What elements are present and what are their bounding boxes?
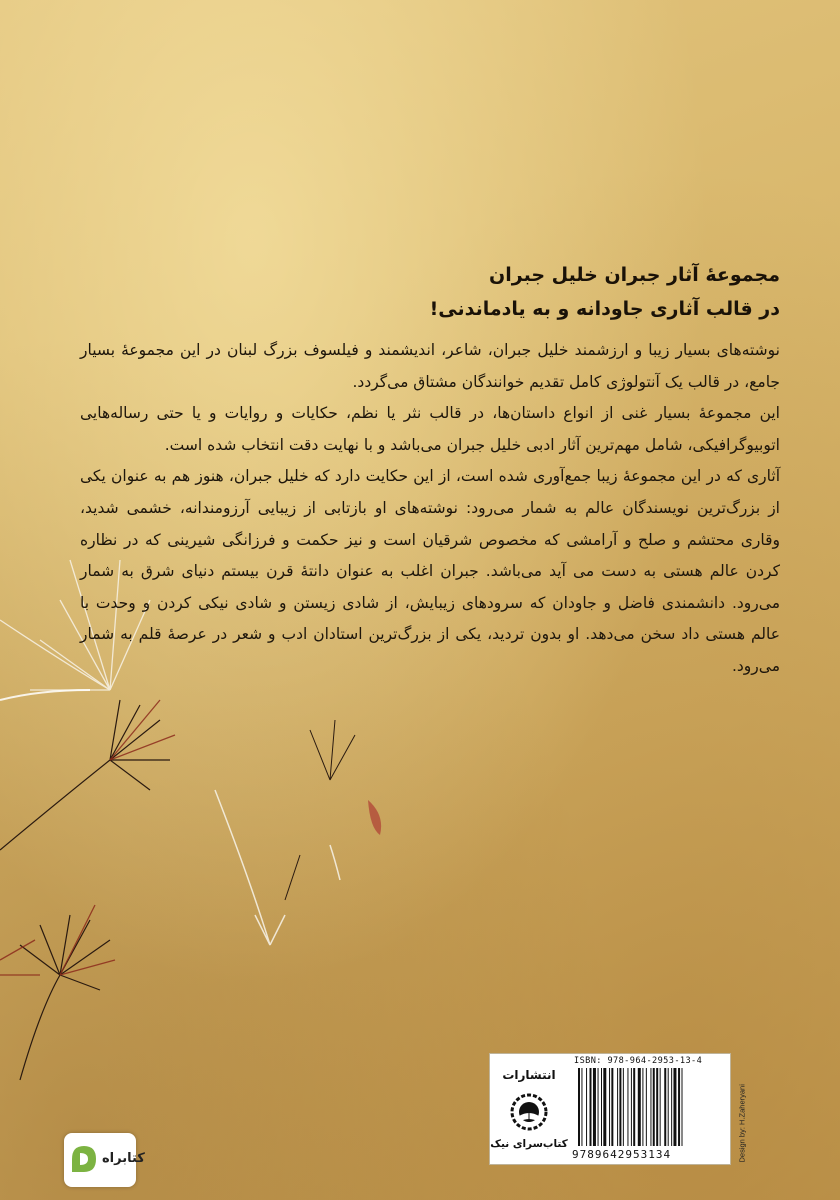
barcode-bar <box>598 1068 599 1146</box>
barcode-bar <box>627 1068 628 1146</box>
barcode-bar <box>653 1068 655 1146</box>
barcode-bar <box>609 1068 610 1146</box>
headline-line-1: مجموعهٔ آثار جبران خلیل جبران <box>489 264 780 286</box>
sun-book-logo-icon <box>509 1092 549 1132</box>
publisher-block <box>490 1054 568 1164</box>
headline-line-2: در قالب آثاری جاودانه و به یادماندنی! <box>429 298 780 320</box>
barcode-bar <box>656 1068 658 1146</box>
barcode-bar <box>668 1068 669 1146</box>
barcode-bar <box>619 1068 621 1146</box>
barcode-bar <box>586 1068 587 1146</box>
barcode-bar <box>603 1068 606 1146</box>
barcode-bar <box>590 1068 592 1146</box>
barcode-bar <box>593 1068 596 1146</box>
ketabrah-watermark[interactable] <box>64 1133 145 1187</box>
publisher-name: کتاب‌سرای نیک <box>490 1138 568 1150</box>
barcode-bar <box>578 1068 580 1146</box>
designer-credit-text: Design by: H.Zaheryani <box>737 1084 747 1163</box>
headline <box>220 258 780 326</box>
barcode-bar <box>660 1068 661 1146</box>
paragraph-1: نوشته‌های بسیار زیبا و ارزشمند خلیل جبران، شاعر، اندیشمند و فیلسوف بزرگ لبنان در این مجموعهٔ بسیار جامع، در قالب یک آنتولوژی کامل تقدیم خوانندگان مشتاق می‌گردد. <box>80 341 780 391</box>
barcode-bar <box>623 1068 624 1146</box>
paragraph-3: آثاری که در این مجموعهٔ زیبا جمع‌آوری شده است، از این حکایت دارد که خلیل جبران، هنوز هم به عنوان یکی از بزرگ‌ترین نویسندگان عالم به شمار می‌رود: نوشته‌های او بازتابی از زیبایی آرزومندانه، خشمی شدید، وقاری محتشم و صلح و آرامشی که مخصوص شرقیان است و نیز حکمت و فرزانگی شیرینی که در نظاره کردن عالم هستی به دست می آید می‌باشد. جبران اغلب به عنوان دانتهٔ قرن بیستم دنیای شرق به شمار می‌رود. دانشمندی فاضل و جاودان که سرودهای زیبایش، از شادی زیستن و شادی نیکی کردن و وحدت با عالم هستی داد سخن می‌دهد. او بدون تردید، یکی از بزرگ‌ترین استادان ادب و شعر در عرصهٔ قلم به شمار می‌رود. <box>80 467 780 675</box>
barcode-bar <box>642 1068 643 1146</box>
isbn-panel <box>489 1053 731 1165</box>
barcode-bar <box>601 1068 602 1146</box>
barcode <box>574 1068 724 1148</box>
barcode-bar <box>581 1068 582 1146</box>
barcode-bar <box>633 1068 635 1146</box>
paragraph-2: این مجموعهٔ بسیار غنی از انواع داستان‌ها، در قالب نثر یا نظم، حکایات و روایات و یا حتی رساله‌هایی اتوبیوگرافیکی، شامل مهم‌ترین آثار ادبی خلیل جبران می‌باشد و با نهایت دقت انتخاب شده است. <box>80 404 780 454</box>
watermark-text: کتابراه <box>102 1151 145 1166</box>
designer-credit <box>735 1055 745 1165</box>
barcode-bar <box>631 1068 632 1146</box>
barcode-bar <box>664 1068 666 1146</box>
barcode-bar <box>671 1068 672 1146</box>
barcode-bar <box>617 1068 618 1146</box>
description <box>80 335 780 683</box>
barcode-bar <box>682 1068 683 1146</box>
barcode-digits: 9789642953134 <box>572 1148 672 1161</box>
barcode-bar <box>638 1068 641 1146</box>
barcode-bar <box>611 1068 613 1146</box>
barcode-bar <box>678 1068 680 1146</box>
isbn-label: ISBN: 978-964-2953-13-4 <box>574 1056 703 1066</box>
barcode-bar <box>673 1068 676 1146</box>
publisher-label: انتشارات <box>502 1068 556 1082</box>
barcode-bar <box>646 1068 647 1146</box>
ketabrah-logo-icon <box>69 1143 99 1175</box>
barcode-bar <box>650 1068 651 1146</box>
